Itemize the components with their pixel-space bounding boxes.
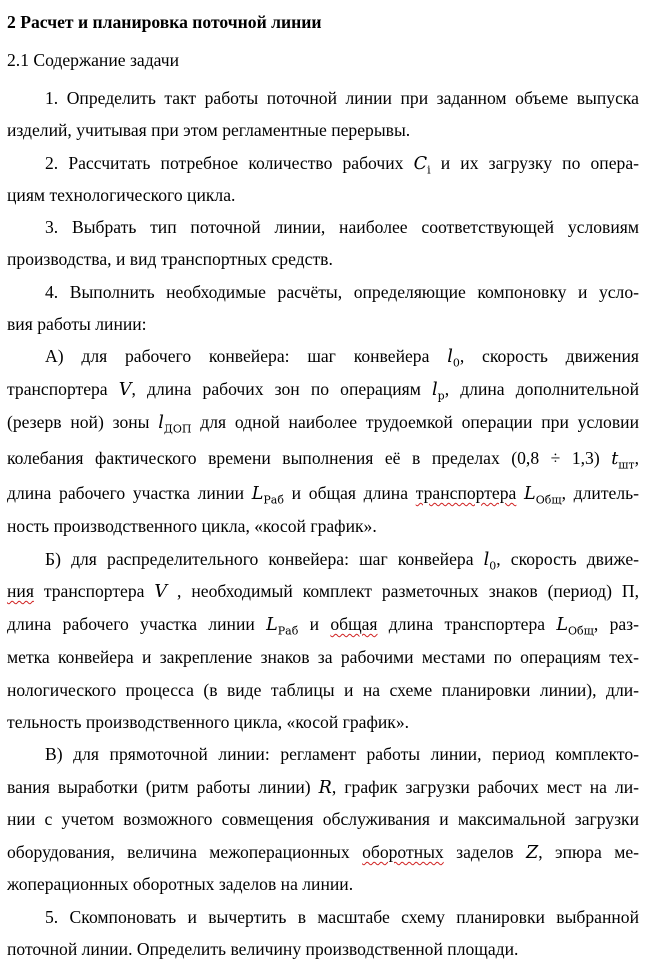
para-v-line-1: В) для прямоточной линии: регламент работы линии, период комплекто- — [45, 744, 639, 764]
para-v-line-3: нии с учетом возможного совмещения обслуживания и максимальной загрузки — [7, 809, 639, 829]
para-b-line-6: тельность производственного цикла, «косой график». — [7, 712, 410, 732]
item-3-line-1: 3. Выбрать тип поточной линии, наиболее соответствующей условиям — [45, 217, 639, 237]
item-1-line-1: 1. Определить такт работы поточной линии при заданном объеме выпуска — [45, 88, 639, 108]
para-a-line-3: (резерв ной) зоны $l_{ДОП}$ для одной наиболее трудоемкой операции при условии — [7, 412, 639, 436]
var-v: V — [118, 380, 132, 400]
para-a-line-5: длина рабочего участка линии $L_{Раб}$ и общая длина транспортера $L_{Общ}$, длитель- — [7, 483, 639, 507]
item-2-line-2: циям технологического цикла. — [7, 185, 236, 205]
para-b-line-2: ния транспортера V , необходимый комплект разметочных знаков (период) П, — [7, 581, 639, 602]
item-4-line-1: 4. Выполнить необходимые расчёты, определяющие компоновку и усло- — [45, 282, 639, 302]
para-a-line-2: транспортера V, длина рабочих зон по операциям $l_р$, длина дополнительной — [7, 379, 640, 403]
para-a-line-1: А) для рабочего конвейера: шаг конвейера $l_0$, скорость движения — [45, 346, 640, 370]
para-v-line-5: жоперационных оборотных заделов на линии. — [7, 874, 354, 894]
var-c-i: $C_i$ — [413, 154, 431, 177]
item-5-line-1: 5. Скомпоновать и вычертить в масштабе схему планировки выбранной — [45, 907, 639, 927]
var-l0: $l_0$ — [447, 347, 460, 370]
var-z: Z — [526, 843, 539, 863]
var-l-rab: $L_{Раб}$ — [251, 484, 284, 507]
var-r: R — [318, 778, 332, 798]
var-l0: $l_0$ — [483, 550, 497, 573]
var-t-sht: $t_{шт}$ — [611, 449, 635, 472]
para-b-line-4: метка конвейера и закрепление знаков за рабочими местами по операциям тех- — [7, 647, 639, 667]
item-4-line-2: вия работы линии: — [7, 314, 147, 334]
var-lp: $l_р$ — [432, 380, 445, 403]
para-v-line-2: вания выработки (ритм работы линии) R, график загрузки рабочих мест на ли- — [7, 777, 639, 798]
para-a-line-4: колебания фактического времени выполнения её в пределах (0,8 ÷ 1,3) $t_{шт}$, — [7, 448, 639, 472]
para-a-line-6: ность производственного цикла, «косой график». — [7, 516, 377, 536]
item-1-line-2: изделий, учитывая при этом регламентные перерывы. — [7, 120, 411, 140]
para-b-line-5: нологического процесса (в виде таблицы и на схеме планировки линии), дли- — [7, 680, 639, 700]
item-5-line-2: поточной линии. Определить величину производственной площади. — [7, 939, 519, 959]
subsection-title: 2.1 Содержание задачи — [7, 50, 180, 70]
var-l-dop: $l_{ДОП}$ — [158, 413, 192, 436]
para-b-line-1: Б) для распределительного конвейера: шаг конвейера $l_0$, скорость движе- — [45, 549, 639, 573]
para-b-line-3: длина рабочего участка линии $L_{Раб}$ и общая длина транспортера $L_{Общ}$, раз- — [7, 614, 639, 638]
spellcheck-word: оборотных — [362, 842, 444, 862]
para-v-line-4: оборудования, величина межоперационных оборотных заделов Z, эпюра ме- — [7, 842, 640, 863]
var-l-rab: $L_{Раб}$ — [266, 615, 299, 638]
item-3-line-2: производства, и вид транспортных средств. — [7, 249, 333, 269]
section-title: 2 Расчет и планировка поточной линии — [7, 12, 322, 32]
var-l-obsch: $L_{Общ}$ — [556, 615, 594, 638]
spellcheck-word: транспортера — [415, 483, 517, 503]
spellcheck-word: ния — [7, 581, 34, 601]
item-2-line-1: 2. Рассчитать потребное количество рабочих $C_i$ и их загрузку по опера- — [45, 153, 639, 177]
var-l-obsch: $L_{Общ}$ — [524, 484, 562, 507]
var-v: V — [154, 582, 168, 602]
spellcheck-word: общая — [330, 614, 378, 634]
